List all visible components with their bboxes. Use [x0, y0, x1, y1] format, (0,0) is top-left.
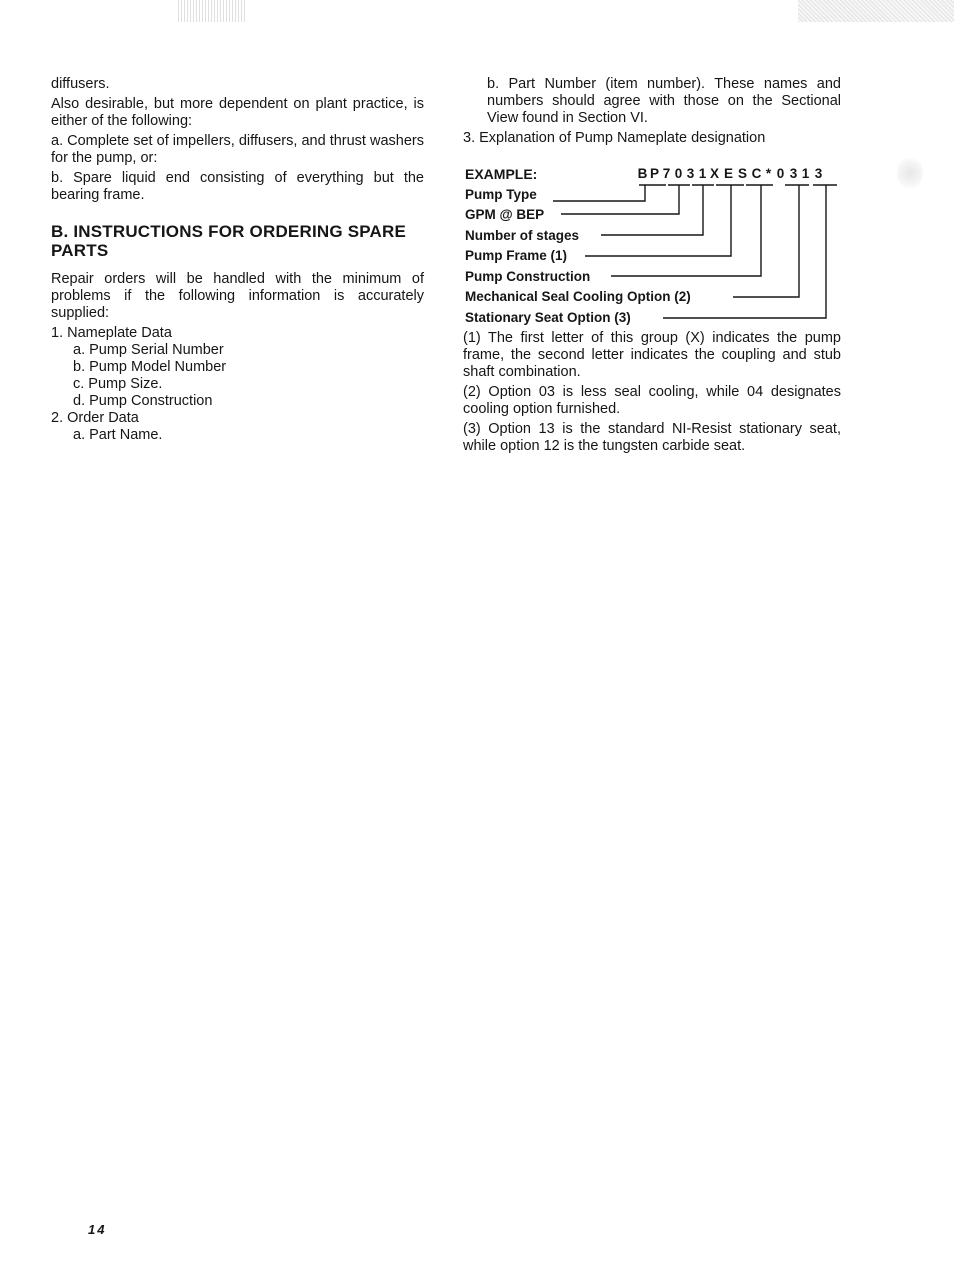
ordering-list: [51, 325, 424, 444]
code-char: 1: [801, 166, 810, 181]
leader-pump-type: [553, 185, 645, 201]
code-char: 1: [698, 166, 707, 181]
leader-frame: [585, 185, 731, 256]
code-char: 0: [674, 166, 683, 181]
paragraph-diffusers: diffusers.: [51, 76, 110, 92]
leader-seal-cooling: [733, 185, 799, 297]
sub-item: c. Pump Size.: [73, 376, 163, 392]
sub-item: a. Part Name.: [73, 427, 163, 443]
footnote-1: (1) The first letter of this group (X) indicates the pump frame, the second letter indicates the coupling and stub shaft combination.: [463, 330, 841, 380]
code-char: 3: [789, 166, 798, 181]
code-char: 3: [686, 166, 695, 181]
nameplate-diagram: [463, 166, 843, 326]
leader-construction: [611, 185, 761, 276]
sub-item: d. Pump Construction: [73, 393, 213, 409]
paragraph-option-a: a. Complete set of impellers, diffusers, and thrust washers for the pump, or:: [51, 133, 424, 166]
paragraph-part-number: b. Part Number (item number). These names and numbers should agree with those on the Sectional View found in Section VI.: [487, 76, 841, 126]
example-label: EXAMPLE:: [465, 166, 538, 182]
section-heading: B. INSTRUCTIONS FOR ORDERING SPARE PARTS: [51, 222, 407, 260]
left-column: [51, 76, 424, 444]
list-item-label: 2. Order Data: [51, 410, 139, 426]
code-char: X: [709, 166, 719, 181]
scan-artifact-top-left: [178, 0, 246, 22]
footnotes: [463, 330, 841, 458]
scan-artifact-top-right: [798, 0, 954, 22]
list-item: [51, 410, 424, 444]
paragraph-also-desirable: Also desirable, but more dependent on plant practice, is either of the following:: [51, 96, 424, 129]
code-char: B: [637, 166, 648, 181]
code-char: C: [751, 166, 762, 181]
sub-item: b. Pump Model Number: [73, 359, 227, 375]
code-char: 3: [814, 166, 823, 181]
field-pump-frame: Pump Frame (1): [465, 248, 568, 263]
list-item-label: 1. Nameplate Data: [51, 325, 172, 341]
code-char: *: [765, 166, 772, 181]
code-char: 7: [662, 166, 671, 181]
sub-item: a. Pump Serial Number: [73, 342, 224, 358]
field-pump-construction: Pump Construction: [465, 269, 591, 284]
scan-smudge: [897, 156, 923, 190]
right-column: [463, 76, 841, 150]
field-stationary-seat: Stationary Seat Option (3): [465, 310, 631, 325]
code-char: P: [649, 166, 659, 181]
code-char: E: [723, 166, 733, 181]
footnote-2: (2) Option 03 is less seal cooling, while 04 designates cooling option furnished.: [463, 384, 841, 417]
field-gpm-bep: GPM @ BEP: [465, 207, 545, 222]
page-number: 14: [88, 1222, 107, 1237]
leader-stages: [601, 185, 703, 235]
paragraph-option-b: b. Spare liquid end consisting of everything but the bearing frame.: [51, 170, 424, 203]
field-seal-cooling: Mechanical Seal Cooling Option (2): [465, 289, 691, 304]
leader-gpm: [561, 185, 679, 214]
code-char: 0: [776, 166, 785, 181]
paragraph-intro: Repair orders will be handled with the minimum of problems if the following information is accurately supplied:: [51, 271, 424, 321]
field-pump-type: Pump Type: [465, 187, 537, 202]
footnote-3: (3) Option 13 is the standard NI-Resist stationary seat, while option 12 is the tungsten carbide seat.: [463, 421, 841, 454]
list-item: [51, 325, 424, 410]
field-number-of-stages: Number of stages: [465, 228, 580, 243]
paragraph-item-3: 3. Explanation of Pump Nameplate designation: [463, 130, 766, 146]
code-char: S: [737, 166, 747, 181]
